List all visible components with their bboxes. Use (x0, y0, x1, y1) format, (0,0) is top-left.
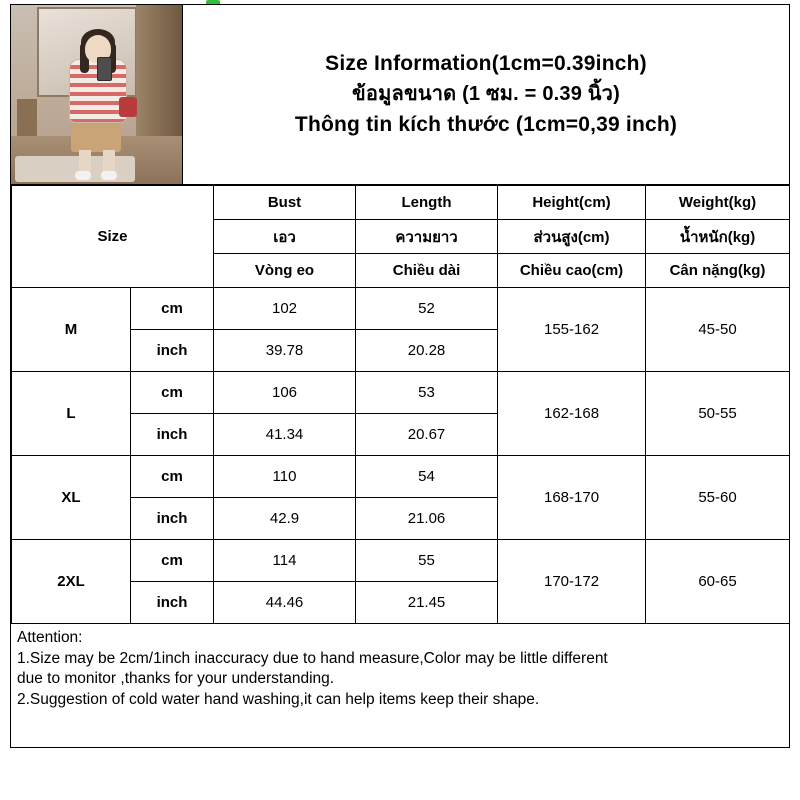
row-size-2xl: 2XL (12, 540, 131, 624)
cell-height-xl: 168-170 (498, 456, 646, 540)
cell-length-inch-xl: 21.06 (356, 498, 498, 540)
cell-length-inch-l: 20.67 (356, 414, 498, 456)
chart-header (11, 5, 789, 185)
header-length-vi: Chiều dài (356, 254, 498, 288)
cell-bust-cm-2xl: 114 (214, 540, 356, 582)
title-block (183, 5, 789, 184)
cell-weight-l: 50-55 (646, 372, 790, 456)
cell-length-cm-xl: 54 (356, 456, 498, 498)
header-weight-vi: Cân nặng(kg) (646, 254, 790, 288)
cell-length-cm-m: 52 (356, 288, 498, 330)
cell-bust-cm-l: 106 (214, 372, 356, 414)
photo-shoe-right (101, 171, 117, 180)
photo-illustration (11, 5, 182, 184)
table-row (12, 456, 790, 498)
model-photo (11, 5, 183, 184)
header-height-vi: Chiều cao(cm) (498, 254, 646, 288)
table-header-row-en (12, 186, 790, 220)
row-unit-cm: cm (131, 288, 214, 330)
header-length-en: Length (356, 186, 498, 220)
cell-weight-xl: 55-60 (646, 456, 790, 540)
attention-line-2: due to monitor ,thanks for your understanding. (17, 670, 335, 688)
title-english: Size Information(1cm=0.39inch) (325, 51, 647, 75)
table-row (12, 372, 790, 414)
cell-length-inch-2xl: 21.45 (356, 582, 498, 624)
attention-block (11, 624, 789, 710)
size-header-cell: Size (12, 186, 214, 288)
photo-phone (97, 57, 112, 81)
cell-length-inch-m: 20.28 (356, 330, 498, 372)
cell-bust-inch-2xl: 44.46 (214, 582, 356, 624)
attention-line-1: 1.Size may be 2cm/1inch inaccuracy due to hand measure,Color may be little different (17, 649, 608, 667)
row-size-m: M (12, 288, 131, 372)
photo-shoe-left (75, 171, 91, 180)
cell-bust-cm-xl: 110 (214, 456, 356, 498)
cell-height-m: 155-162 (498, 288, 646, 372)
cell-bust-inch-l: 41.34 (214, 414, 356, 456)
header-bust-th: เอว (214, 220, 356, 254)
header-height-th: ส่วนสูง(cm) (498, 220, 646, 254)
cell-height-2xl: 170-172 (498, 540, 646, 624)
cell-weight-m: 45-50 (646, 288, 790, 372)
cell-height-l: 162-168 (498, 372, 646, 456)
attention-line-3: 2.Suggestion of cold water hand washing,it can help items keep their shape. (17, 690, 540, 708)
row-unit-cm: cm (131, 456, 214, 498)
row-unit-inch: inch (131, 498, 214, 540)
header-weight-en: Weight(kg) (646, 186, 790, 220)
table-row (12, 288, 790, 330)
row-size-xl: XL (12, 456, 131, 540)
cell-bust-inch-m: 39.78 (214, 330, 356, 372)
size-chart-sheet (10, 4, 790, 748)
header-height-en: Height(cm) (498, 186, 646, 220)
row-unit-inch: inch (131, 330, 214, 372)
title-thai: ข้อมูลขนาด (1 ซม. = 0.39 นิ้ว) (352, 83, 620, 105)
row-unit-cm: cm (131, 372, 214, 414)
cell-weight-2xl: 60-65 (646, 540, 790, 624)
header-bust-en: Bust (214, 186, 356, 220)
photo-bag (119, 97, 137, 117)
row-unit-inch: inch (131, 414, 214, 456)
photo-skirt (71, 118, 121, 152)
header-length-th: ความยาว (356, 220, 498, 254)
row-unit-cm: cm (131, 540, 214, 582)
header-weight-th: น้ำหนัก(kg) (646, 220, 790, 254)
attention-heading: Attention: (17, 629, 83, 646)
cell-bust-inch-xl: 42.9 (214, 498, 356, 540)
header-bust-vi: Vòng eo (214, 254, 356, 288)
size-table (11, 185, 790, 624)
cell-length-cm-l: 53 (356, 372, 498, 414)
title-vietnamese: Thông tin kích thước (1cm=0,39 inch) (294, 113, 678, 136)
table-row (12, 540, 790, 582)
cell-bust-cm-m: 102 (214, 288, 356, 330)
row-unit-inch: inch (131, 582, 214, 624)
row-size-l: L (12, 372, 131, 456)
cell-length-cm-2xl: 55 (356, 540, 498, 582)
